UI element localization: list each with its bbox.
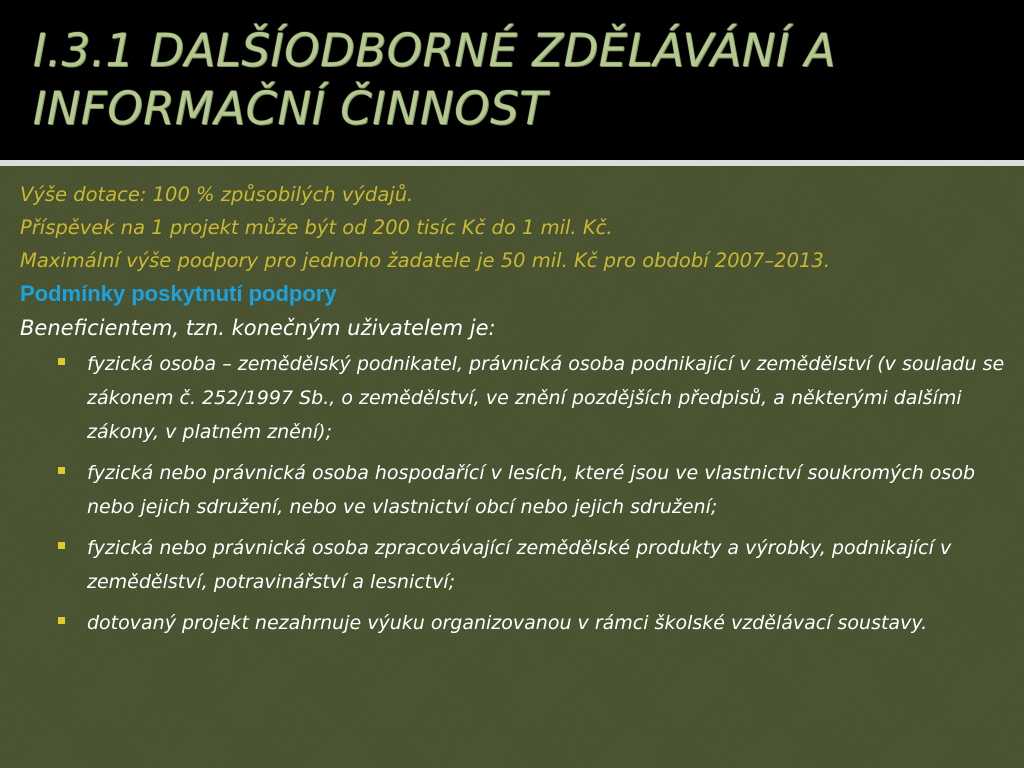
slide-title [33,22,1013,138]
max-support-text: Maximální výše podpory pro jednoho žadatele je 50 mil. Kč pro období 2007–2013. [20,249,831,272]
slide-title-line-1: I.3.1 DALŠÍODBORNÉ ZDĚLÁVÁNÍ A [33,24,836,77]
title-area [0,0,1024,160]
list-item [20,531,1010,599]
section-heading: Podmínky poskytnutí podpory [20,281,337,306]
beneficiary-intro: Beneficientem, tzn. konečným uživatelem je: [20,316,496,340]
square-bullet-icon [58,542,65,549]
square-bullet-icon [58,617,65,624]
slide-title-line-2: INFORMAČNÍ ČINNOST [33,82,548,135]
list-item [20,347,1010,449]
list-item-text: fyzická nebo právnická osoba zpracovávající zemědělské produkty a výrobky, podnikající v zemědělství, potravinářství a lesnictví; [87,537,952,593]
square-bullet-icon [58,467,65,474]
list-item [20,456,1010,524]
list-item-text: dotovaný projekt nezahrnuje výuku organizovanou v rámci školské vzdělávací soustavy. [87,612,928,634]
square-bullet-icon [58,358,65,365]
list-item-text: fyzická nebo právnická osoba hospodařící v lesích, které jsou ve vlastnictví soukromých osob nebo jejich sdružení, nebo ve vlastnictví obcí nebo jejich sdružení; [87,462,976,518]
beneficiary-list [20,347,1010,640]
list-item-text: fyzická osoba – zemědělský podnikatel, právnická osoba podnikající v zemědělství (v souladu se zákonem č. 252/1997 Sb., o zemědělství, ve znění pozdějších předpisů, a některými dalšími zákony, v platném znění); [87,353,1005,443]
contribution-range-text: Příspěvek na 1 projekt může být od 200 tisíc Kč do 1 mil. Kč. [20,216,613,239]
list-item [20,606,1010,640]
content-area [0,166,1024,768]
subsidy-amount-text: Výše dotace: 100 % způsobilých výdajů. [20,183,414,206]
content-body [20,178,1010,647]
